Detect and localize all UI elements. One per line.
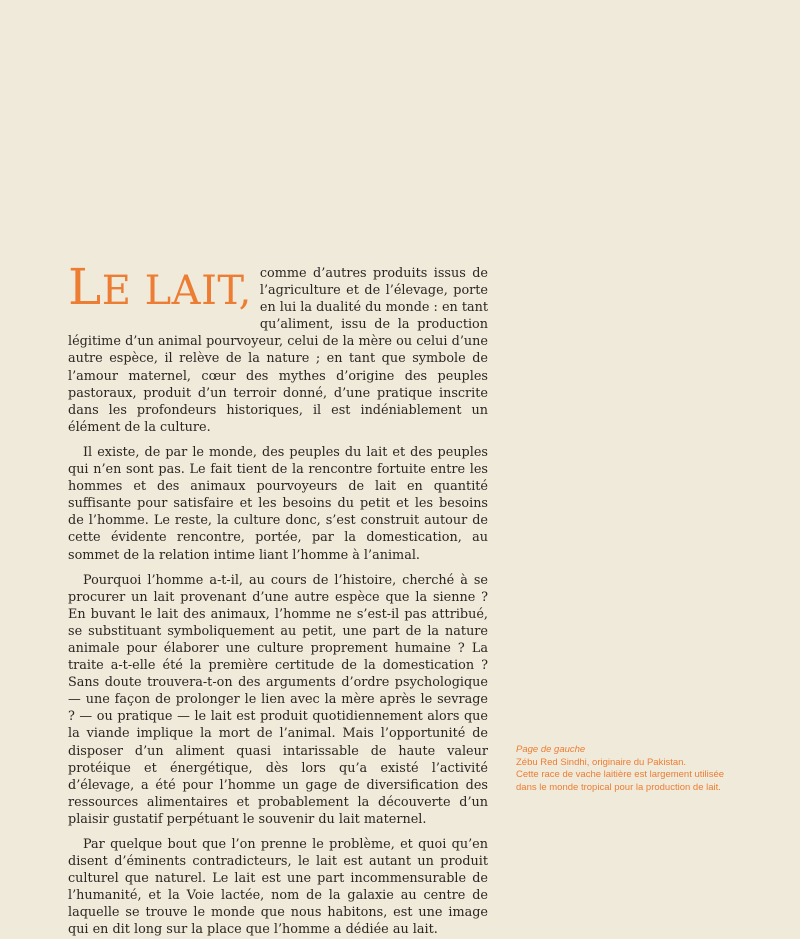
paragraph-2: Pourquoi l’homme a-t-il, au cours de l’histoire, cherché à se procurer un lait provenant d’une autre espèce que la sienne ? En buvant le lait des animaux, l’homme ne s’est-il pas attribué, se substituant symboliquement au petit, une part de la nature animale pour élaborer une culture proprement humaine ? La traite a-t-elle été la première certitude de la domestication ? Sans doute trouvera-t-on des arguments d’ordre psychologique — une façon de prolonger le lien avec la mère après le sevrage ? — ou pratique — le lait est produit quotidiennement alors que la viande implique la mort de l’animal. Mais l’opportunité de disposer d’un aliment quasi intarissable de haute valeur protéique et énergétique, dès lors qu’a existé l’activité d’élevage, a été pour l’homme un gage de diversification des ressources alimentaires et probablement la découverte d’un plaisir gustatif perpétuant le souvenir du lait maternel. (68, 572, 488, 827)
paragraph-1: Il existe, de par le monde, des peuples du lait et des peuples qui n’en sont pas. Le fait tient de la rencontre fortuite entre les hommes et des animaux pourvoyeurs de lait en quantité suffisante pour satisfaire et les besoins du petit et les besoins de l’homme. Le reste, la culture donc, s’est construit autour de cette évidente rencontre, portée, par la domestication, au sommet de la relation intime liant l’homme à l’animal. (68, 444, 488, 563)
article-body (68, 253, 488, 939)
lead-text: comme d’autres produits issus de l’agriculture et de l’élevage, porte en lui la dualité du monde : en tant qu’aliment, issu de la production légitime d’un animal pourvoyeur, celui de la mère ou celui d’une autre espèce, il relève de la nature ; en tant que symbole de l’amour maternel, cœur des mythes d’origine des peuples pastoraux, produit d’un terroir donné, d’une pratique inscrite dans les profondeurs historiques, il est indéniablement un élément de la culture. (68, 266, 488, 435)
caption-line-3: dans le monde tropical pour la production de lait. (516, 781, 721, 793)
drop-cap-heading (68, 258, 252, 323)
drop-cap-letter: L (68, 258, 102, 316)
drop-cap-rest: E LAIT, (101, 268, 252, 314)
photo-caption (516, 744, 736, 794)
caption-line-2: Cette race de vache laitière est largement utilisée (516, 769, 725, 780)
lead-paragraph (68, 258, 488, 436)
caption-title: Page de gauche (516, 744, 586, 755)
paragraph-3: Par quelque bout que l’on prenne le problème, et quoi qu’en disent d’éminents contradicteurs, le lait est autant un produit culturel que naturel. Le lait est une part incommensurable de l’humanité, et la Voie lactée, nom de la galaxie au centre de laquelle se trouve le monde que nous habitons, est une image qui en dit long sur la place que l’homme a dédiée au lait. (68, 837, 488, 938)
caption-line-1: Zébu Red Sindhi, originaire du Pakistan. (516, 756, 687, 768)
